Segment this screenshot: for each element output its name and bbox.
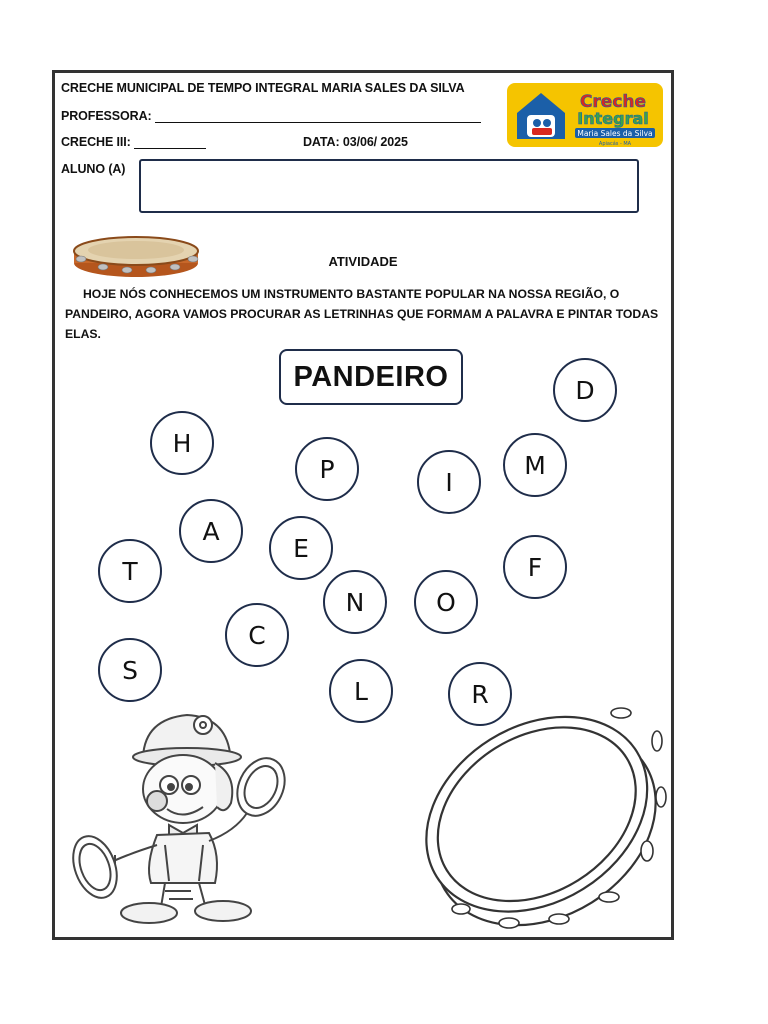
letter-circle[interactable]: M bbox=[503, 433, 567, 497]
teacher-row bbox=[61, 109, 481, 123]
class-blank[interactable] bbox=[134, 148, 206, 149]
date-label: DATA: 03/06/ 2025 bbox=[303, 135, 408, 149]
letter-circle[interactable]: E bbox=[269, 516, 333, 580]
tambourine-illustration bbox=[421, 701, 671, 937]
class-row bbox=[61, 135, 206, 149]
letter-circle[interactable]: N bbox=[323, 570, 387, 634]
letter-circle[interactable]: F bbox=[503, 535, 567, 599]
letter-circle[interactable]: O bbox=[414, 570, 478, 634]
logo-text-3: Maria Sales da Silva bbox=[577, 129, 653, 138]
class-label: CRECHE III: bbox=[61, 135, 131, 149]
activity-instructions: HOJE NÓS CONHECEMOS UM INSTRUMENTO BASTANTE POPULAR NA NOSSA REGIÃO, O PANDEIRO, AGORA VAMOS PROCURAR AS LETRINHAS QUE FORMAM A PALAVRA E PINTAR TODAS ELAS. bbox=[65, 287, 659, 341]
letter-circle[interactable]: S bbox=[98, 638, 162, 702]
letter-circle[interactable]: H bbox=[150, 411, 214, 475]
letter-circle[interactable]: I bbox=[417, 450, 481, 514]
teacher-label: PROFESSORA: bbox=[61, 109, 152, 123]
letter-circle[interactable]: P bbox=[295, 437, 359, 501]
student-label: ALUNO (A) bbox=[61, 162, 126, 176]
target-word: PANDEIRO bbox=[279, 349, 463, 405]
school-name: CRECHE MUNICIPAL DE TEMPO INTEGRAL MARIA SALES DA SILVA bbox=[61, 81, 465, 95]
student-name-box[interactable] bbox=[139, 159, 639, 213]
letter-circle[interactable]: C bbox=[225, 603, 289, 667]
letter-circle[interactable]: T bbox=[98, 539, 162, 603]
creche-logo bbox=[507, 83, 663, 147]
activity-title: ATIVIDADE bbox=[328, 254, 398, 269]
worksheet bbox=[52, 70, 674, 940]
letter-circle[interactable]: R bbox=[448, 662, 512, 726]
logo-text-2: Integral bbox=[577, 109, 649, 128]
letter-circle[interactable]: L bbox=[329, 659, 393, 723]
letter-circle[interactable]: D bbox=[553, 358, 617, 422]
logo-text-1: Creche bbox=[579, 92, 647, 112]
letter-circle[interactable]: A bbox=[179, 499, 243, 563]
teacher-blank[interactable] bbox=[155, 122, 481, 123]
clown-illustration bbox=[65, 705, 305, 930]
logo-text-4: Apiacás - MA bbox=[598, 141, 632, 147]
